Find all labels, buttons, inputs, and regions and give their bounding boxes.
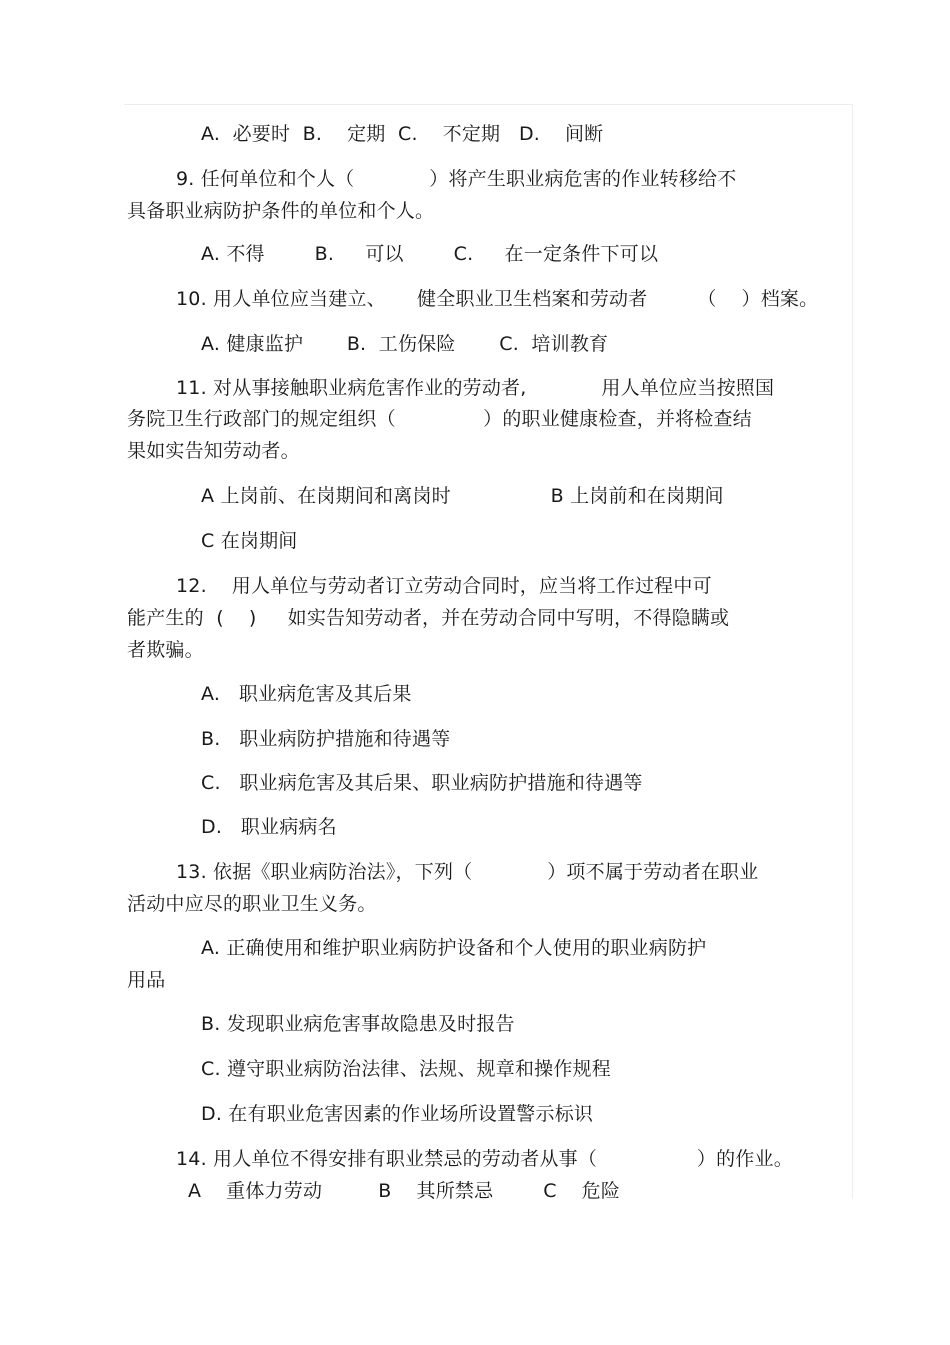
q12-text-line3: 者欺骗。 (127, 639, 204, 661)
q13-option-c: C. 遵守职业病防治法律、法规、规章和操作规程 (201, 1058, 611, 1080)
q13-option-a-line1: A. 正确使用和维护职业病防护设备和个人使用的职业病防护 (201, 937, 707, 959)
q12-option-d: D. 职业病病名 (201, 816, 337, 838)
q9-options: A. 不得 B. 可以 C. 在一定条件下可以 (201, 243, 659, 265)
q10-text: 10. 用人单位应当建立、 健全职业卫生档案和劳动者 （ ）档案。 (176, 288, 819, 310)
q9-text-line2: 具备职业病防护条件的单位和个人。 (127, 200, 435, 222)
q11-text-line3: 果如实告知劳动者。 (127, 440, 300, 462)
q13-text-line2: 活动中应尽的职业卫生义务。 (127, 893, 377, 915)
q8-options: A. 必要时 B. 定期 C. 不定期 D. 间断 (201, 123, 604, 145)
q12-option-b: B. 职业病防护措施和待遇等 (201, 728, 451, 750)
q10-options: A. 健康监护 B. 工伤保险 C. 培训教育 (201, 333, 609, 355)
q11-text-line1: 11. 对从事接触职业病危害作业的劳动者, 用人单位应当按照国 (176, 377, 775, 399)
q13-option-d: D. 在有职业危害因素的作业场所设置警示标识 (201, 1103, 594, 1125)
q12-text-line1: 12. 用人单位与劳动者订立劳动合同时，应当将工作过程中可 (176, 575, 712, 597)
q11-options-ab: A 上岗前、在岗期间和离岗时 B 上岗前和在岗期间 (201, 485, 724, 507)
q13-option-b: B. 发现职业病危害事故隐患及时报告 (201, 1013, 515, 1035)
q12-option-a: A. 职业病危害及其后果 (201, 683, 412, 705)
q14-options: A 重体力劳动 B 其所禁忌 C 危险 (188, 1180, 621, 1202)
q11-text-line2: 务院卫生行政部门的规定组织（ ）的职业健康检查，并将检查结 (127, 408, 752, 430)
q12-option-c: C. 职业病危害及其后果、职业病防护措施和待遇等 (201, 772, 643, 794)
q9-text-line1: 9. 任何单位和个人（ ）将产生职业病危害的作业转移给不 (176, 168, 737, 190)
q14-text: 14. 用人单位不得安排有职业禁忌的劳动者从事（ ）的作业。 (176, 1148, 793, 1170)
q13-text-line1: 13. 依据《职业病防治法》，下列（ ）项不属于劳动者在职业 (176, 861, 759, 883)
q13-option-a-line2: 用品 (127, 969, 166, 991)
q12-text-line2: 能产生的 ( ) 如实告知劳动者，并在劳动合同中写明，不得隐瞒或 (127, 607, 730, 629)
q11-option-c: C 在岗期间 (201, 530, 298, 552)
